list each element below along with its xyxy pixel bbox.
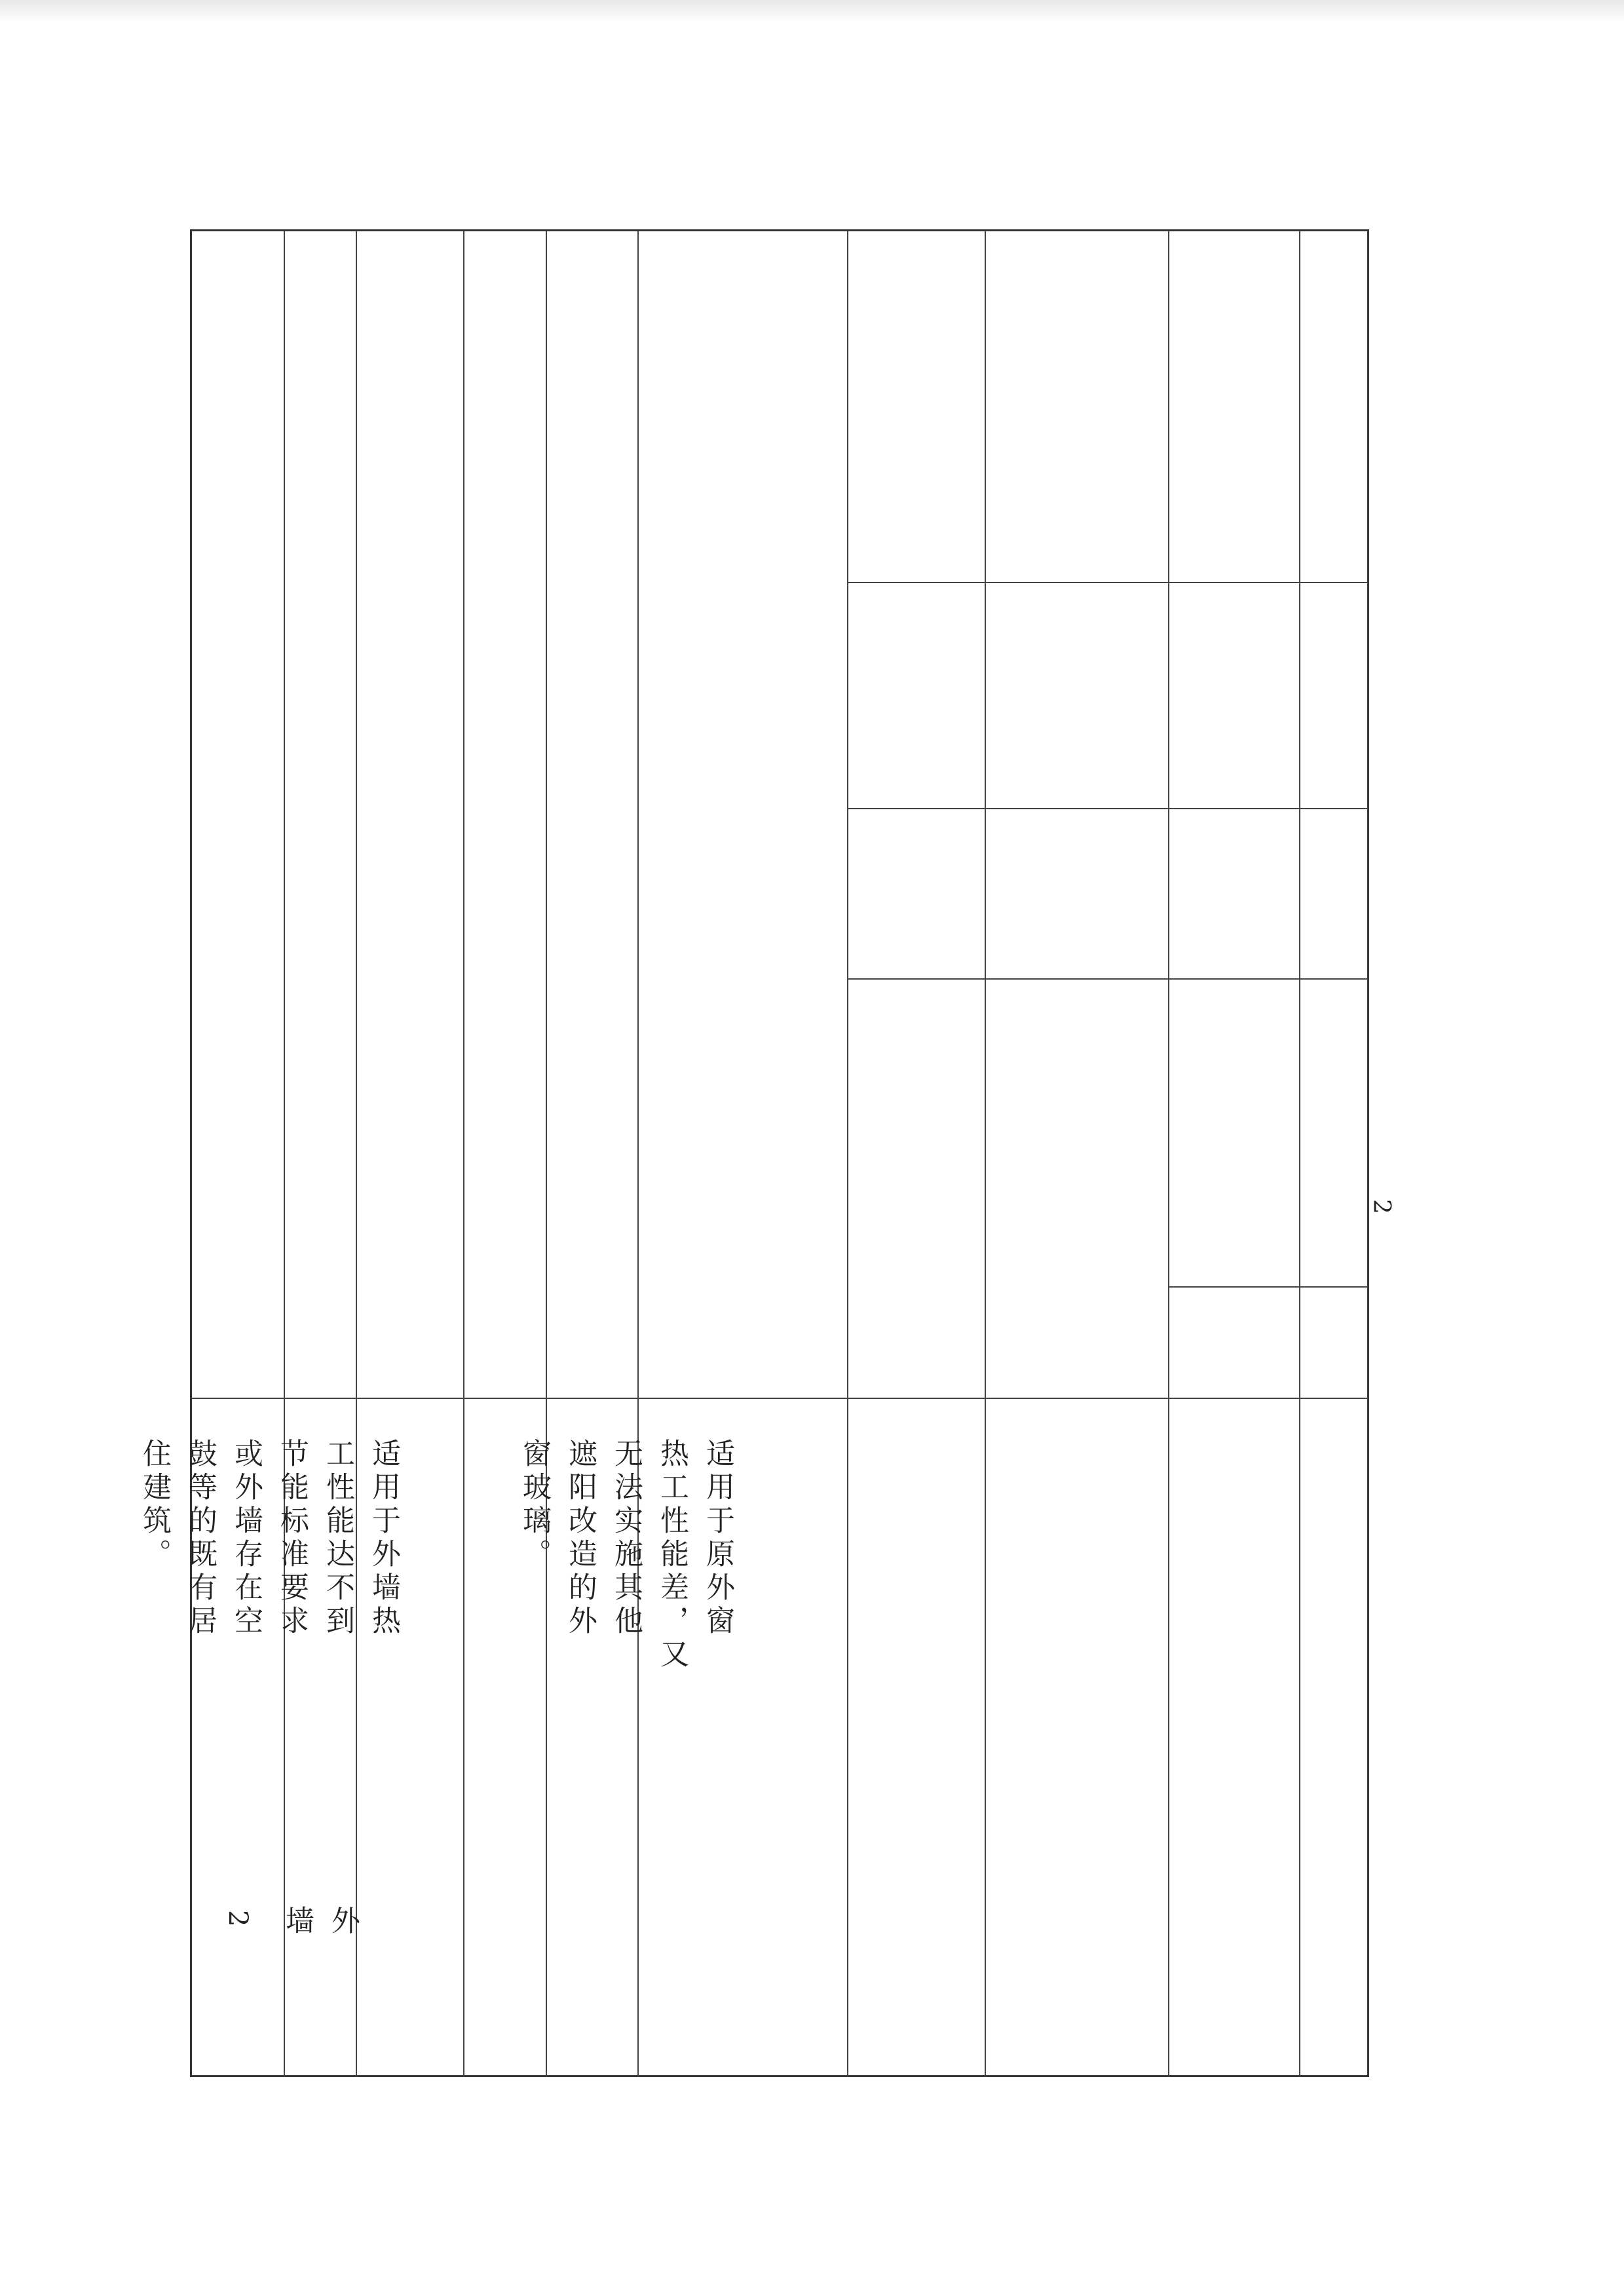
scope-text — [138, 1438, 452, 2067]
row-number: 2 — [223, 1910, 253, 1927]
scope-wall-text: 适用于外墙热 工性能达不到 节能标准要求 或外墙存在空 鼓等的既有居 住建筑。 — [138, 1438, 400, 1639]
part-label: 外 墙 — [280, 1905, 360, 1939]
scope-text — [518, 1438, 786, 2067]
scope-glass-text: 适用于原外窗 热工性能差，又 无法实施其他 遮阳改造的外 窗玻璃。 — [518, 1438, 734, 1672]
page-number: 2 — [1368, 1199, 1395, 1214]
